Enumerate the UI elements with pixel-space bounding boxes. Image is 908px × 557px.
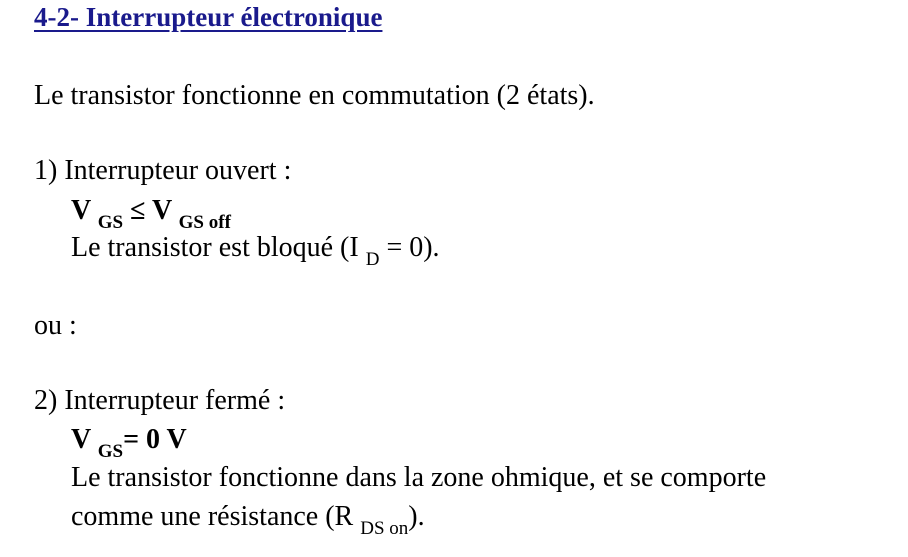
state1-description [71,232,440,270]
state1-condition-v: V [71,195,91,226]
state2-condition [71,424,187,462]
state1-title: 1) Interrupteur ouvert : [34,155,292,186]
section-heading: 4-2- Interrupteur électronique [34,2,383,32]
state2-condition-value: = 0 V [123,424,187,455]
state1-condition-threshold-subscript: GS off [178,212,231,233]
state2-condition-v-subscript: GS [97,441,124,462]
state2-desc-end: ). [408,501,425,532]
state1-desc-subscript: D [365,249,380,270]
separator-text: ou : [34,310,77,341]
state1-condition-v-subscript: GS [97,212,124,233]
state2-description-line1: Le transistor fonctionne dans la zone ohmique, et se comporte [71,462,767,493]
state1-desc-text: Le transistor est bloqué (I [71,232,359,263]
state2-title: 2) Interrupteur fermé : [34,385,286,416]
intro-paragraph: Le transistor fonctionne en commutation (2 états). [34,80,595,111]
state1-condition [71,195,231,233]
state1-condition-operator: ≤ V [123,195,172,226]
state2-desc-text: comme une résistance (R [71,501,354,532]
state2-desc-subscript: DS on [360,518,409,539]
state2-condition-v: V [71,424,91,455]
state1-desc-end: = 0). [379,232,440,263]
state2-description-line2 [71,501,425,539]
